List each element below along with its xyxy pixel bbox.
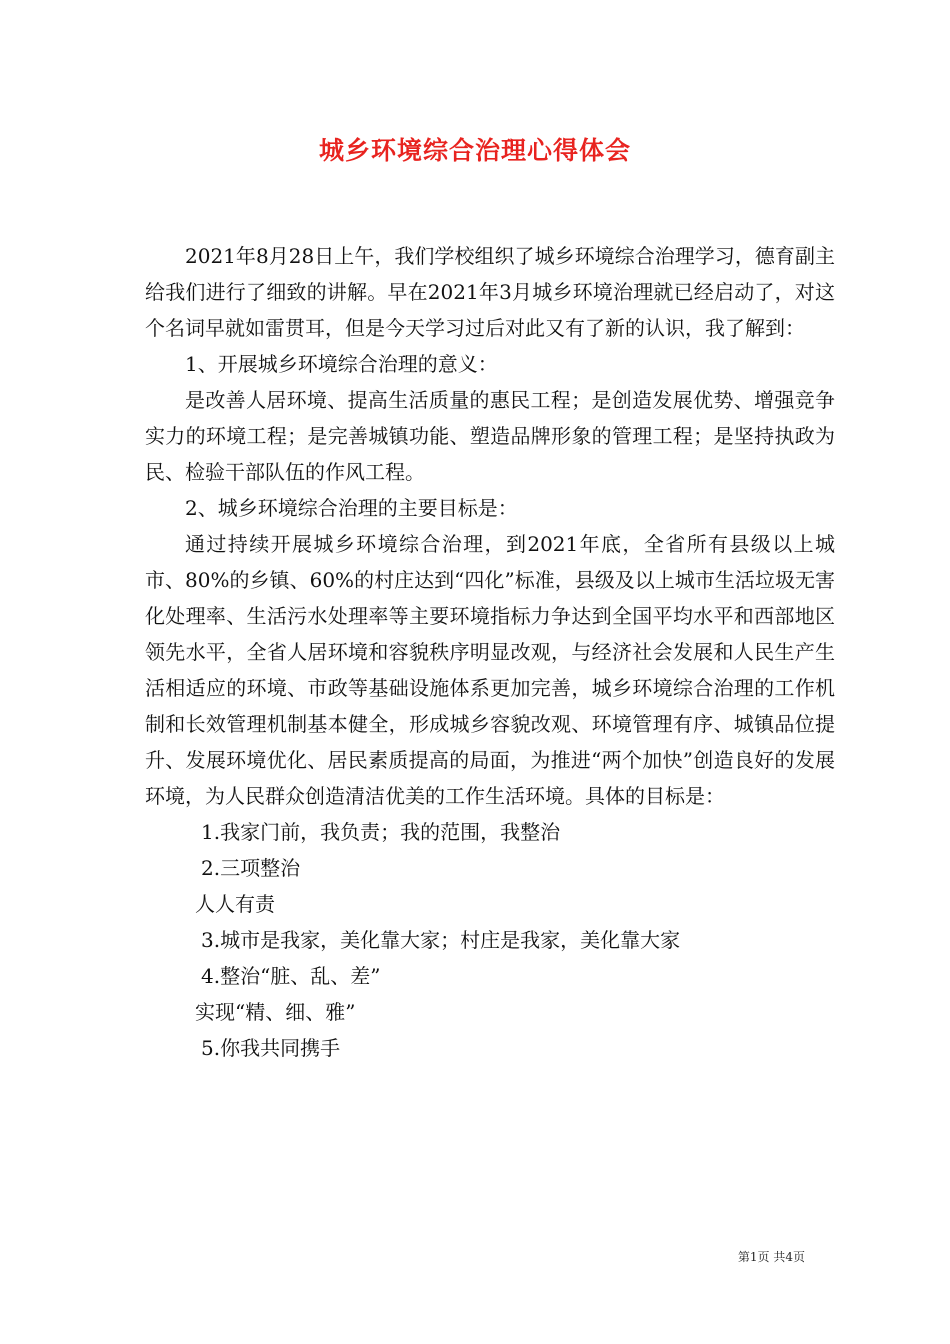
section-heading-significance: 1、开展城乡环境综合治理的意义： xyxy=(185,352,498,376)
page-indicator: 第1页 共4页 xyxy=(737,1250,805,1264)
significance-paragraph: 是改善人居环境、提高生活质量的惠民工程；是创造发展优势、增强竞争实力的环境工程；是完善城镇功能、塑造品牌形象的管理工程；是坚持执政为民、检验干部队伍的作风工程。 xyxy=(145,388,835,484)
list-line: 2.三项整治 xyxy=(201,856,301,880)
list-line: 4.整治“脏、乱、差” xyxy=(201,964,381,988)
document-title: 城乡环境综合治理心得体会 xyxy=(318,136,631,165)
list-line: 人人有责 xyxy=(195,892,275,916)
section-heading-goals: 2、城乡环境综合治理的主要目标是： xyxy=(185,496,518,520)
goals-paragraph: 通过持续开展城乡环境综合治理，到2021年底，全省所有县级以上城市、80%的乡镇、60%的村庄达到“四化”标准，县级及以上城市生活垃圾无害化处理率、生活污水处理率等主要环境指标力争达到全国平均水平和西部地区领先水平，全省人居环境和容貌秩序明显改观，与经济社会发展和人民生产生活相适应的环境、市政等基础设施体系更加完善，城乡环境综合治理的工作机制和长效管理机制基本健全，形成城乡容貌改观、环境管理有序、城镇品位提升、发展环境优化、居民素质提高的局面，为推进“两个加快”创造良好的发展环境，为人民群众创造清洁优美的工作生活环境。具体的目标是： xyxy=(145,532,835,808)
list-line: 5.你我共同携手 xyxy=(201,1036,341,1060)
list-line: 3.城市是我家，美化靠大家；村庄是我家，美化靠大家 xyxy=(201,928,681,952)
intro-paragraph: 2021年8月28日上午，我们学校组织了城乡环境综合治理学习，德育副主给我们进行了细致的讲解。早在2021年3月城乡环境治理就已经启动了，对这个名词早就如雷贯耳，但是今天学习过后对此又有了新的认识，我了解到： xyxy=(145,244,835,340)
list-line: 实现“精、细、雅” xyxy=(195,1000,356,1024)
list-line: 1.我家门前，我负责；我的范围，我整治 xyxy=(201,820,561,844)
document-body xyxy=(145,238,835,1066)
